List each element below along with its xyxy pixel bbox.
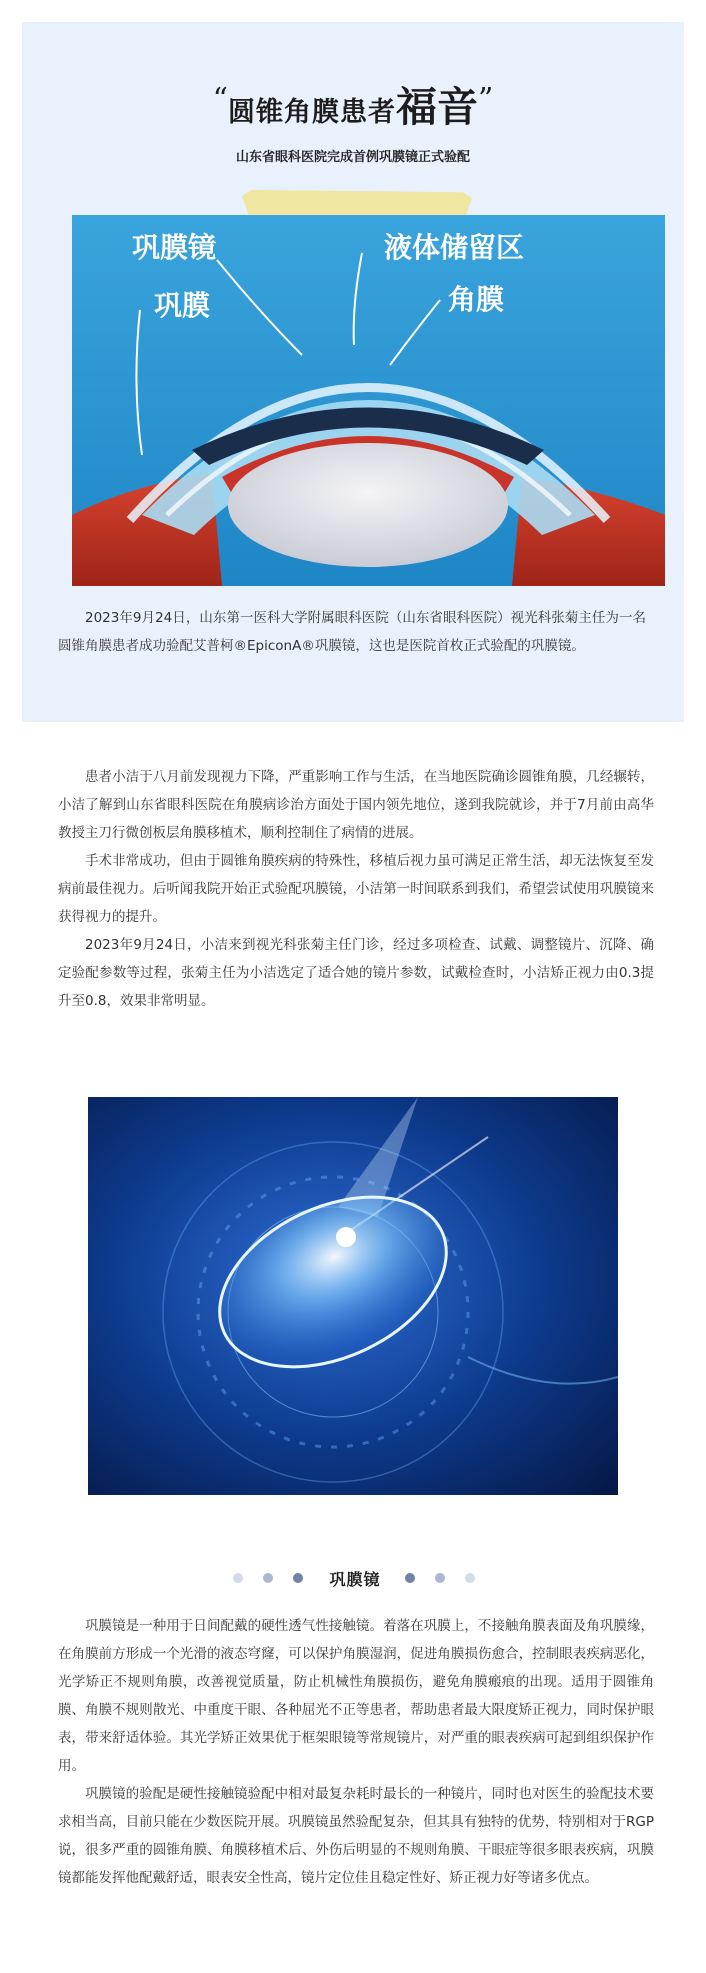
- page-title: [22, 74, 684, 133]
- scleral-lens-eye-diagram: [72, 215, 665, 586]
- decorative-tape: [242, 190, 472, 218]
- label-cornea: 角膜: [448, 283, 505, 316]
- label-fluid-reservoir: 液体储留区: [384, 231, 525, 264]
- section-title: 巩膜镜: [329, 1570, 381, 1589]
- story-paragraph: 2023年9月24日，小洁来到视光科张菊主任门诊，经过多项检查、试戴、调整镜片、沉降、确定验配参数等过程，张菊主任为小洁选定了适合她的镜片参数，试戴检查时，小洁矫正视力由0.3提升至0.8，效果非常明显。: [58, 937, 654, 1009]
- description-paragraph: 巩膜镜是一种用于日间配戴的硬性透气性接触镜。着落在巩膜上，不接触角膜表面及角巩膜缘，在角膜前方形成一个光滑的液态穹窿，可以保护角膜湿润，促进角膜损伤愈合，控制眼表疾病恶化，光学矫正不规则角膜，改善视觉质量，防止机械性角膜损伤，避免角膜瘢痕的出现。适用于圆锥角膜、角膜不规则散光、中重度干眼、各种屈光不正等患者，帮助患者最大限度矫正视力，同时保护眼表，带来舒适体验。其光学矫正效果优于框架眼镜等常规镜片，对严重的眼表疾病可起到组织保护作用。: [58, 1618, 654, 1774]
- patient-story: [58, 763, 654, 1015]
- intro-paragraph: 2023年9月24日，山东第一医科大学附属眼科医院（山东省眼科医院）视光科张菊主任为一名圆锥角膜患者成功验配艾普柯®EpiconA®巩膜镜，这也是医院首枚正式验配的巩膜镜。: [58, 610, 646, 654]
- section-dot: [233, 1573, 243, 1583]
- title-part-1: 圆锥角膜患者: [228, 97, 396, 128]
- title-part-2: 福音: [396, 83, 478, 131]
- page-subtitle: 山东省眼科医院完成首例巩膜镜正式验配: [235, 150, 470, 165]
- section-dot: [465, 1573, 475, 1583]
- section-dot: [435, 1573, 445, 1583]
- label-sclera: 巩膜: [154, 289, 211, 322]
- lens-sparkle: [336, 1227, 356, 1247]
- scleral-lens-description: [58, 1612, 654, 1892]
- label-scleral-lens: 巩膜镜: [132, 231, 217, 264]
- story-paragraph: 手术非常成功，但由于圆锥角膜疾病的特殊性，移植后视力虽可满足正常生活，却无法恢复至发病前最佳视力。后听闻我院开始正式验配巩膜镜，小洁第一时间联系到我们，希望尝试使用巩膜镜来获得视力的提升。: [58, 853, 654, 925]
- description-paragraph: 巩膜镜的验配是硬性接触镜验配中相对最复杂耗时最长的一种镜片，同时也对医生的验配技术要求相当高，目前只能在少数医院开展。巩膜镜虽然验配复杂，但其具有独特的优势，特别相对于RGP说，很多严重的圆锥角膜、角膜移植术后、外伤后明显的不规则角膜、干眼症等很多眼表疾病，巩膜镜都能发挥他配戴舒适，眼表安全性高，镜片定位佳且稳定性好、矫正视力好等诸多优点。: [58, 1786, 654, 1886]
- section-dot: [263, 1573, 273, 1583]
- crystalline-lens-shape: [228, 443, 508, 567]
- story-paragraph: 患者小洁于八月前发现视力下降，严重影响工作与生活，在当地医院确诊圆锥角膜，几经辗转，小洁了解到山东省眼科医院在角膜病诊治方面处于国内领先地位，遂到我院就诊，并于7月前由高华教授主刀行微创板层角膜移植术，顺利控制住了病情的进展。: [58, 769, 654, 841]
- close-quote: ”: [478, 82, 494, 117]
- section-dot: [405, 1573, 415, 1583]
- intro-card: [22, 22, 684, 722]
- open-quote: “: [212, 82, 228, 117]
- section-header: [0, 1565, 706, 1595]
- section-dot: [293, 1573, 303, 1583]
- contact-lens-image: [88, 1097, 618, 1495]
